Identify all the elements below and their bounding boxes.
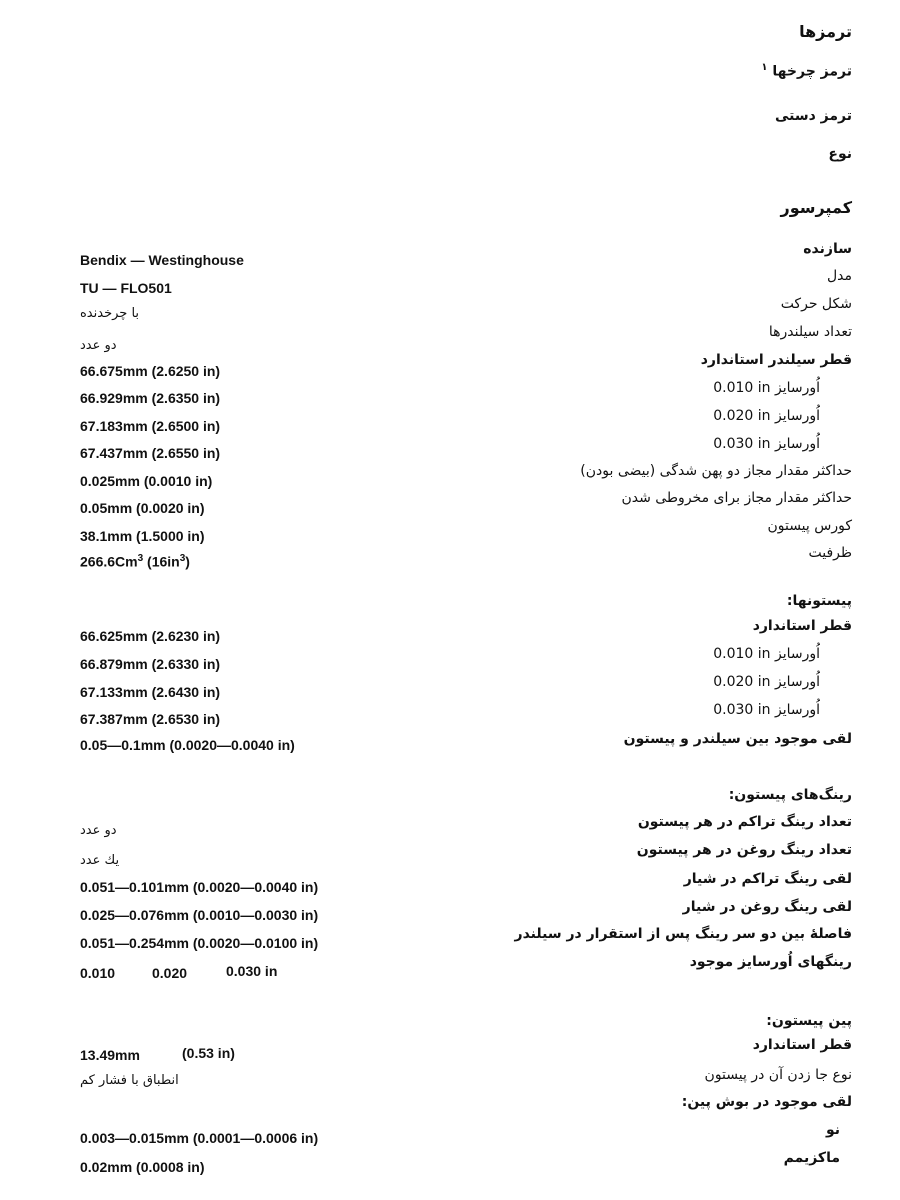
value-end-gap: 0.051—0.254mm (0.0020—0.0100 in)	[80, 935, 319, 951]
value-capacity	[80, 553, 190, 570]
capacity-main: 266.6Cm	[80, 553, 138, 570]
value-oversize-3: 0.030 in	[226, 963, 278, 979]
value-cylinders: دو عدد	[80, 338, 117, 353]
label-pin-clearance: لقی موجود در بوش پین:	[681, 1094, 852, 1110]
label-pin-fit: نوع جا زدن آن در پیستون	[704, 1067, 852, 1083]
label-max-ovality: حداکثر مقدار مجاز دو پهن شدگی (بیضی بودن)	[580, 463, 852, 479]
heading-brakes: ترمزها	[799, 22, 852, 41]
value-piston-os-010: 66.879mm (2.6330 in)	[80, 656, 221, 672]
heading-piston-pin: پین پیستون:	[766, 1013, 852, 1029]
heading-wheel-brakes	[761, 62, 852, 80]
value-model: TU — FLO501	[80, 280, 172, 296]
label-end-gap: فاصلهٔ بین دو سر رینگ پس از استقرار در سیلندر	[514, 926, 852, 942]
value-pin-max: 0.02mm (0.0008 in)	[80, 1159, 205, 1175]
value-std-bore: 66.675mm (2.6250 in)	[80, 363, 221, 379]
label-bore-os-010: 0.010 in اُورسایز	[713, 380, 820, 396]
value-piston-std: 66.625mm (2.6230 in)	[80, 628, 221, 644]
footnote-marker: ۱	[761, 62, 768, 73]
label-piston-clearance: لقی موجود بین سیلندر و پیستون	[623, 731, 852, 747]
label-pin-std: قطر استاندارد	[752, 1037, 852, 1053]
value-max-taper: 0.05mm (0.0020 in)	[80, 500, 205, 516]
label-piston-os-030: 0.030 in اُورسایز	[713, 702, 820, 718]
label-pin-max: ماکزیمم	[783, 1150, 840, 1166]
label-piston-os-010: 0.010 in اُورسایز	[713, 646, 820, 662]
label-oil-count: تعداد رینگ روغن در هر پیستون	[636, 842, 852, 858]
value-pin-fit: انطباق با فشار کم	[80, 1073, 179, 1088]
wheel-brakes-label: ترمز چرخها	[772, 63, 852, 80]
heading-compressor: کمپرسور	[780, 198, 852, 217]
heading-hand-brake: ترمز دستی	[774, 108, 852, 124]
heading-pistons: پیستونها:	[786, 593, 852, 609]
label-std-bore: قطر سیلندر استاندارد	[700, 352, 852, 368]
label-oil-groove: لقی رینگ روغن در شیار	[682, 899, 852, 915]
value-bore-os-030: 67.437mm (2.6550 in)	[80, 445, 221, 461]
label-compression-groove: لقی رینگ تراکم در شیار	[683, 871, 852, 887]
label-piston-std: قطر استاندارد	[752, 618, 852, 634]
value-max-ovality: 0.025mm (0.0010 in)	[80, 473, 213, 489]
value-oversize-2: 0.020	[152, 965, 188, 981]
value-oversize-1: 0.010	[80, 965, 116, 981]
value-piston-clearance: 0.05—0.1mm (0.0020—0.0040 in)	[80, 737, 295, 753]
label-stroke: کورس پیستون	[767, 518, 852, 534]
value-piston-os-020: 67.133mm (2.6430 in)	[80, 684, 221, 700]
label-oversize-rings: رینگهای اُورسایز موجود	[689, 954, 852, 970]
value-pin-std-mm: 13.49mm	[80, 1047, 140, 1063]
heading-type: نوع	[828, 146, 852, 162]
value-pin-std-in: (0.53 in)	[182, 1045, 235, 1061]
label-capacity: ظرفیت	[808, 545, 852, 561]
value-bore-os-010: 66.929mm (2.6350 in)	[80, 390, 221, 406]
label-pin-new: نو	[825, 1122, 840, 1138]
value-stroke: 38.1mm (1.5000 in)	[80, 528, 205, 544]
label-bore-os-030: 0.030 in اُورسایز	[713, 436, 820, 452]
label-piston-os-020: 0.020 in اُورسایز	[713, 674, 820, 690]
value-bore-os-020: 67.183mm (2.6500 in)	[80, 418, 221, 434]
label-compression-count: تعداد رینگ تراکم در هر پیستون	[637, 814, 852, 830]
value-pin-new: 0.003—0.015mm (0.0001—0.0006 in)	[80, 1130, 319, 1146]
capacity-end: )	[185, 553, 190, 570]
capacity-mid: (16in	[143, 553, 180, 570]
value-oil-groove: 0.025—0.076mm (0.0010—0.0030 in)	[80, 907, 319, 923]
value-oil-count: یك عدد	[80, 853, 120, 868]
label-bore-os-020: 0.020 in اُورسایز	[713, 408, 820, 424]
label-motion: شکل حرکت	[780, 296, 852, 312]
value-motion: با چرخدنده	[80, 306, 140, 321]
value-piston-os-030: 67.387mm (2.6530 in)	[80, 711, 221, 727]
value-maker: Bendix — Westinghouse	[80, 252, 244, 268]
label-cylinders: تعداد سیلندرها	[768, 324, 852, 340]
value-compression-count: دو عدد	[80, 823, 117, 838]
heading-piston-rings: رینگ‌های پیستون:	[728, 787, 852, 803]
label-max-taper: حداکثر مقدار مجاز برای مخروطی شدن	[621, 490, 852, 506]
capacity-exponent-2: 3	[179, 553, 186, 564]
value-compression-groove: 0.051—0.101mm (0.0020—0.0040 in)	[80, 879, 319, 895]
label-model: مدل	[826, 268, 852, 284]
label-maker: سازنده	[803, 241, 852, 257]
capacity-exponent: 3	[137, 553, 144, 564]
